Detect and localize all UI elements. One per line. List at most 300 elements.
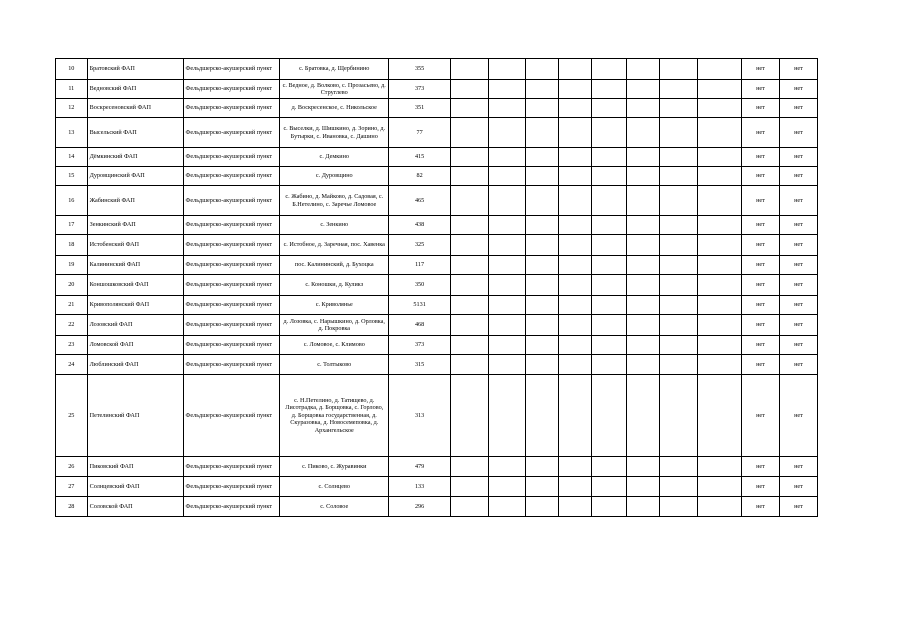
empty-cell (659, 256, 697, 275)
empty-cell (451, 315, 489, 336)
availability-cell: нет (779, 477, 817, 497)
empty-cell (659, 315, 697, 336)
population-cell: 415 (389, 148, 451, 167)
table-row (56, 256, 818, 275)
empty-cell (627, 167, 660, 186)
empty-cell (697, 118, 741, 148)
empty-cell (451, 355, 489, 375)
empty-cell (697, 275, 741, 296)
facility-type-cell: Фельдшерско-акушерский пункт (183, 275, 280, 296)
served-settlements-cell: с. Соловое (280, 497, 389, 517)
row-number-cell: 26 (56, 457, 88, 477)
empty-cell (592, 167, 627, 186)
empty-cell (697, 477, 741, 497)
facility-type-cell: Фельдшерско-акушерский пункт (183, 256, 280, 275)
empty-cell (592, 80, 627, 99)
empty-cell (697, 256, 741, 275)
empty-cell (489, 148, 526, 167)
table-row (56, 296, 818, 315)
row-number-cell: 19 (56, 256, 88, 275)
population-cell: 373 (389, 336, 451, 355)
empty-cell (627, 186, 660, 216)
empty-cell (659, 235, 697, 256)
facility-type-cell: Фельдшерско-акушерский пункт (183, 80, 280, 99)
availability-cell: нет (779, 216, 817, 235)
empty-cell (451, 186, 489, 216)
empty-cell (451, 375, 489, 457)
empty-cell (627, 80, 660, 99)
empty-cell (697, 167, 741, 186)
served-settlements-cell: с. Коношки, д. Куликз (280, 275, 389, 296)
empty-cell (592, 275, 627, 296)
empty-cell (697, 457, 741, 477)
row-number-cell: 10 (56, 59, 88, 80)
empty-cell (526, 99, 559, 118)
row-number-cell: 24 (56, 355, 88, 375)
served-settlements-cell: с. Истобное, д. Заречная, пос. Хавенка (280, 235, 389, 256)
empty-cell (489, 167, 526, 186)
empty-cell (627, 375, 660, 457)
availability-cell: нет (779, 315, 817, 336)
population-cell: 373 (389, 80, 451, 99)
empty-cell (659, 296, 697, 315)
empty-cell (592, 186, 627, 216)
empty-cell (489, 186, 526, 216)
empty-cell (489, 355, 526, 375)
row-number-cell: 17 (56, 216, 88, 235)
population-cell: 438 (389, 216, 451, 235)
empty-cell (697, 59, 741, 80)
availability-cell: нет (742, 275, 780, 296)
fap-table-body (56, 59, 818, 517)
served-settlements-cell: с. Криволянье (280, 296, 389, 315)
empty-cell (451, 99, 489, 118)
empty-cell (489, 275, 526, 296)
empty-cell (627, 275, 660, 296)
facility-type-cell: Фельдшерско-акушерский пункт (183, 186, 280, 216)
availability-cell: нет (779, 99, 817, 118)
facility-type-cell: Фельдшерско-акушерский пункт (183, 167, 280, 186)
empty-cell (526, 256, 559, 275)
availability-cell: нет (742, 497, 780, 517)
row-number-cell: 28 (56, 497, 88, 517)
availability-cell: нет (742, 235, 780, 256)
facility-name-cell: Кривополянский ФАП (87, 296, 183, 315)
row-number-cell: 20 (56, 275, 88, 296)
empty-cell (659, 80, 697, 99)
empty-cell (659, 355, 697, 375)
availability-cell: нет (742, 80, 780, 99)
availability-cell: нет (742, 355, 780, 375)
population-cell: 350 (389, 275, 451, 296)
row-number-cell: 25 (56, 375, 88, 457)
availability-cell: нет (779, 256, 817, 275)
population-cell: 133 (389, 477, 451, 497)
facility-type-cell: Фельдшерско-акушерский пункт (183, 216, 280, 235)
empty-cell (592, 477, 627, 497)
empty-cell (526, 375, 559, 457)
empty-cell (659, 336, 697, 355)
empty-cell (558, 186, 592, 216)
empty-cell (592, 497, 627, 517)
row-number-cell: 11 (56, 80, 88, 99)
served-settlements-cell: с. Зенкино (280, 216, 389, 235)
availability-cell: нет (779, 59, 817, 80)
empty-cell (592, 315, 627, 336)
population-cell: 468 (389, 315, 451, 336)
row-number-cell: 13 (56, 118, 88, 148)
empty-cell (451, 148, 489, 167)
availability-cell: нет (779, 118, 817, 148)
served-settlements-cell: с. Дуровщино (280, 167, 389, 186)
availability-cell: нет (742, 99, 780, 118)
empty-cell (592, 148, 627, 167)
facility-name-cell: Соловской ФАП (87, 497, 183, 517)
facility-type-cell: Фельдшерско-акушерский пункт (183, 99, 280, 118)
served-settlements-cell: с. Демкино (280, 148, 389, 167)
availability-cell: нет (742, 118, 780, 148)
empty-cell (558, 375, 592, 457)
table-row (56, 235, 818, 256)
served-settlements-cell: с. Толтыково (280, 355, 389, 375)
empty-cell (627, 99, 660, 118)
empty-cell (592, 457, 627, 477)
facility-name-cell: Калининский ФАП (87, 256, 183, 275)
table-row (56, 167, 818, 186)
facility-type-cell: Фельдшерско-акушерский пункт (183, 235, 280, 256)
empty-cell (558, 118, 592, 148)
empty-cell (659, 148, 697, 167)
row-number-cell: 23 (56, 336, 88, 355)
empty-cell (451, 118, 489, 148)
empty-cell (489, 256, 526, 275)
availability-cell: нет (742, 315, 780, 336)
facility-type-cell: Фельдшерско-акушерский пункт (183, 457, 280, 477)
facility-name-cell: Дуровщинский ФАП (87, 167, 183, 186)
population-cell: 355 (389, 59, 451, 80)
empty-cell (558, 477, 592, 497)
population-cell: 465 (389, 186, 451, 216)
availability-cell: нет (742, 59, 780, 80)
empty-cell (451, 457, 489, 477)
empty-cell (526, 80, 559, 99)
empty-cell (659, 118, 697, 148)
empty-cell (489, 375, 526, 457)
served-settlements-cell: д. Воскресенское, с. Никольское (280, 99, 389, 118)
empty-cell (627, 296, 660, 315)
facility-name-cell: Ведновский ФАП (87, 80, 183, 99)
population-cell: 5131 (389, 296, 451, 315)
empty-cell (697, 296, 741, 315)
empty-cell (489, 477, 526, 497)
facility-name-cell: Дёмкинский ФАП (87, 148, 183, 167)
empty-cell (627, 457, 660, 477)
empty-cell (697, 148, 741, 167)
table-row (56, 336, 818, 355)
empty-cell (489, 296, 526, 315)
empty-cell (558, 315, 592, 336)
facility-type-cell: Фельдшерско-акушерский пункт (183, 315, 280, 336)
empty-cell (526, 315, 559, 336)
empty-cell (627, 256, 660, 275)
facility-type-cell: Фельдшерско-акушерский пункт (183, 148, 280, 167)
empty-cell (659, 99, 697, 118)
empty-cell (592, 99, 627, 118)
population-cell: 82 (389, 167, 451, 186)
empty-cell (592, 256, 627, 275)
empty-cell (627, 355, 660, 375)
empty-cell (558, 216, 592, 235)
population-cell: 351 (389, 99, 451, 118)
empty-cell (627, 497, 660, 517)
availability-cell: нет (779, 275, 817, 296)
availability-cell: нет (779, 80, 817, 99)
facility-name-cell: Воскресеновский ФАП (87, 99, 183, 118)
empty-cell (697, 216, 741, 235)
empty-cell (451, 477, 489, 497)
table-row (56, 477, 818, 497)
facility-name-cell: Петелинский ФАП (87, 375, 183, 457)
empty-cell (489, 118, 526, 148)
empty-cell (558, 275, 592, 296)
empty-cell (558, 296, 592, 315)
empty-cell (489, 235, 526, 256)
availability-cell: нет (742, 216, 780, 235)
facility-name-cell: Коншошковский ФАП (87, 275, 183, 296)
empty-cell (659, 375, 697, 457)
empty-cell (451, 336, 489, 355)
facility-type-cell: Фельдшерско-акушерский пункт (183, 336, 280, 355)
empty-cell (526, 497, 559, 517)
facility-name-cell: Зенкинский ФАП (87, 216, 183, 235)
availability-cell: нет (742, 375, 780, 457)
empty-cell (451, 167, 489, 186)
empty-cell (526, 216, 559, 235)
facility-type-cell: Фельдшерско-акушерский пункт (183, 375, 280, 457)
availability-cell: нет (742, 256, 780, 275)
facility-type-cell: Фельдшерско-акушерский пункт (183, 355, 280, 375)
empty-cell (451, 296, 489, 315)
table-row (56, 216, 818, 235)
table-row (56, 497, 818, 517)
empty-cell (526, 296, 559, 315)
row-number-cell: 22 (56, 315, 88, 336)
empty-cell (526, 167, 559, 186)
facility-type-cell: Фельдшерско-акушерский пункт (183, 118, 280, 148)
served-settlements-cell: с. Ломовое, с. Климово (280, 336, 389, 355)
empty-cell (558, 256, 592, 275)
empty-cell (558, 99, 592, 118)
empty-cell (489, 457, 526, 477)
table-row (56, 457, 818, 477)
availability-cell: нет (779, 457, 817, 477)
facility-type-cell: Фельдшерско-акушерский пункт (183, 497, 280, 517)
table-row (56, 355, 818, 375)
empty-cell (659, 216, 697, 235)
empty-cell (697, 80, 741, 99)
empty-cell (659, 275, 697, 296)
availability-cell: нет (779, 148, 817, 167)
served-settlements-cell: с. Ведное, д. Волково, с. Прозасьево, д. Струглево (280, 80, 389, 99)
table-row (56, 186, 818, 216)
empty-cell (489, 336, 526, 355)
empty-cell (451, 80, 489, 99)
availability-cell: нет (742, 148, 780, 167)
empty-cell (558, 80, 592, 99)
row-number-cell: 27 (56, 477, 88, 497)
availability-cell: нет (742, 336, 780, 355)
empty-cell (592, 216, 627, 235)
table-row (56, 315, 818, 336)
availability-cell: нет (779, 296, 817, 315)
empty-cell (697, 99, 741, 118)
empty-cell (526, 275, 559, 296)
empty-cell (526, 336, 559, 355)
table-row (56, 148, 818, 167)
table-row (56, 59, 818, 80)
table-row (56, 275, 818, 296)
served-settlements-cell: с. Братовка, д. Щербинино (280, 59, 389, 80)
facility-name-cell: Пиковский ФАП (87, 457, 183, 477)
empty-cell (659, 167, 697, 186)
empty-cell (558, 148, 592, 167)
facility-type-cell: Фельдшерско-акушерский пункт (183, 59, 280, 80)
empty-cell (592, 355, 627, 375)
served-settlements-cell: с. Пиково, с. Журавинки (280, 457, 389, 477)
availability-cell: нет (742, 477, 780, 497)
population-cell: 315 (389, 355, 451, 375)
empty-cell (697, 186, 741, 216)
empty-cell (627, 216, 660, 235)
availability-cell: нет (779, 186, 817, 216)
row-number-cell: 16 (56, 186, 88, 216)
row-number-cell: 15 (56, 167, 88, 186)
facility-name-cell: Жабинский ФАП (87, 186, 183, 216)
facility-name-cell: Люблинский ФАП (87, 355, 183, 375)
empty-cell (627, 235, 660, 256)
empty-cell (659, 457, 697, 477)
empty-cell (659, 186, 697, 216)
empty-cell (489, 216, 526, 235)
row-number-cell: 12 (56, 99, 88, 118)
empty-cell (489, 497, 526, 517)
empty-cell (526, 235, 559, 256)
table-row (56, 375, 818, 457)
empty-cell (697, 375, 741, 457)
empty-cell (451, 235, 489, 256)
empty-cell (489, 99, 526, 118)
population-cell: 313 (389, 375, 451, 457)
empty-cell (592, 296, 627, 315)
empty-cell (697, 235, 741, 256)
facility-name-cell: Солнцевский ФАП (87, 477, 183, 497)
facility-type-cell: Фельдшерско-акушерский пункт (183, 477, 280, 497)
availability-cell: нет (742, 296, 780, 315)
population-cell: 479 (389, 457, 451, 477)
empty-cell (558, 457, 592, 477)
facility-name-cell: Истобенский ФАП (87, 235, 183, 256)
population-cell: 77 (389, 118, 451, 148)
empty-cell (659, 497, 697, 517)
empty-cell (558, 59, 592, 80)
empty-cell (451, 275, 489, 296)
population-cell: 325 (389, 235, 451, 256)
empty-cell (697, 315, 741, 336)
facility-type-cell: Фельдшерско-акушерский пункт (183, 296, 280, 315)
table-row (56, 99, 818, 118)
empty-cell (697, 355, 741, 375)
empty-cell (697, 336, 741, 355)
served-settlements-cell: пос. Калининский, д. Бухоцка (280, 256, 389, 275)
empty-cell (451, 497, 489, 517)
empty-cell (526, 59, 559, 80)
empty-cell (558, 355, 592, 375)
empty-cell (489, 80, 526, 99)
empty-cell (526, 457, 559, 477)
empty-cell (627, 148, 660, 167)
availability-cell: нет (779, 336, 817, 355)
empty-cell (526, 118, 559, 148)
empty-cell (451, 59, 489, 80)
population-cell: 296 (389, 497, 451, 517)
empty-cell (627, 118, 660, 148)
availability-cell: нет (742, 457, 780, 477)
empty-cell (526, 355, 559, 375)
empty-cell (558, 336, 592, 355)
empty-cell (659, 59, 697, 80)
empty-cell (558, 167, 592, 186)
empty-cell (592, 375, 627, 457)
served-settlements-cell: с. Жабино, д. Майково, д. Садовая, с. Б.Нетелино, с. Заречье Ломовое (280, 186, 389, 216)
facility-name-cell: Лозовский ФАП (87, 315, 183, 336)
empty-cell (489, 315, 526, 336)
empty-cell (592, 235, 627, 256)
served-settlements-cell: с. Солнцево (280, 477, 389, 497)
availability-cell: нет (779, 235, 817, 256)
empty-cell (526, 186, 559, 216)
empty-cell (526, 477, 559, 497)
empty-cell (592, 336, 627, 355)
facility-name-cell: Ломовской ФАП (87, 336, 183, 355)
fap-table (55, 58, 818, 517)
row-number-cell: 14 (56, 148, 88, 167)
table-row (56, 118, 818, 148)
empty-cell (659, 477, 697, 497)
empty-cell (451, 216, 489, 235)
empty-cell (627, 59, 660, 80)
table-row (56, 80, 818, 99)
row-number-cell: 18 (56, 235, 88, 256)
served-settlements-cell: с. Н.Петелино, д. Татищево, д. Лисотрадка, д. Борщовка, с. Горлово, д. Борщовка государственная, д. Скуразовка, д. Новосемеповка, д. Архангельское (280, 375, 389, 457)
empty-cell (451, 256, 489, 275)
row-number-cell: 21 (56, 296, 88, 315)
empty-cell (592, 59, 627, 80)
empty-cell (526, 148, 559, 167)
availability-cell: нет (779, 375, 817, 457)
availability-cell: нет (742, 167, 780, 186)
availability-cell: нет (779, 497, 817, 517)
availability-cell: нет (779, 167, 817, 186)
facility-name-cell: Братовский ФАП (87, 59, 183, 80)
empty-cell (697, 497, 741, 517)
served-settlements-cell: с. Выселки, д. Шишкино, д. Зорино, д. Бутырки, с. Ивановка, с. Дашино (280, 118, 389, 148)
empty-cell (627, 336, 660, 355)
population-cell: 117 (389, 256, 451, 275)
empty-cell (558, 235, 592, 256)
facility-name-cell: Высельский ФАП (87, 118, 183, 148)
served-settlements-cell: д. Лозовка, с. Нарышкино, д. Орловка, д. Покровка (280, 315, 389, 336)
empty-cell (627, 315, 660, 336)
